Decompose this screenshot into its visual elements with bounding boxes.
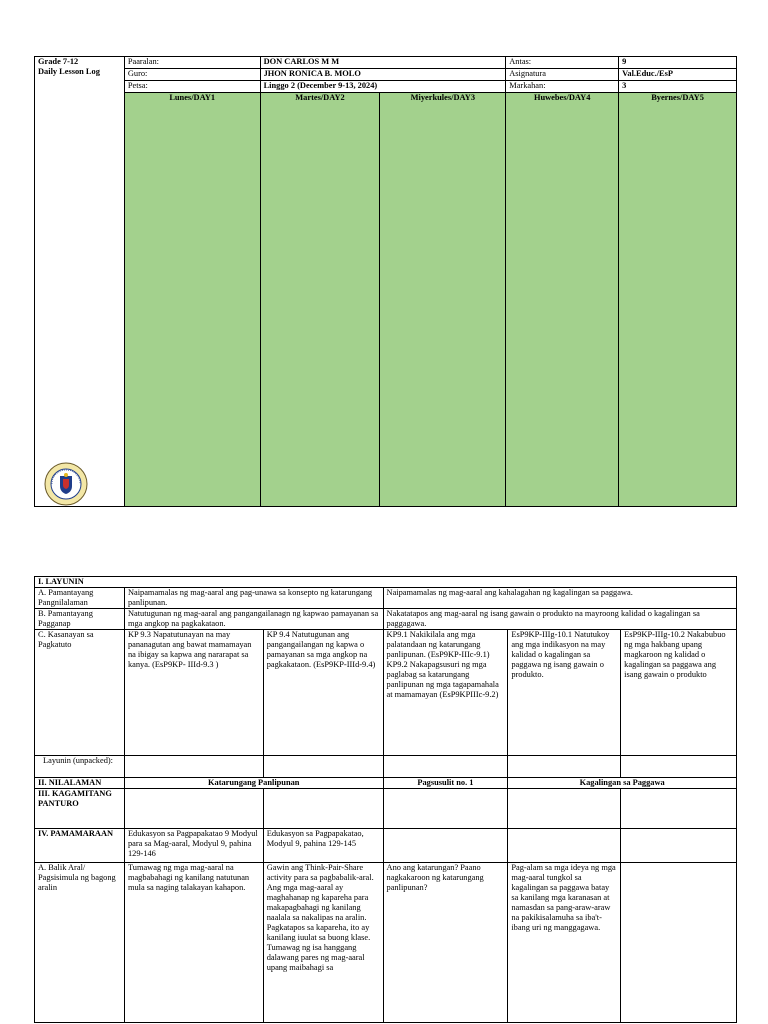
markahan-label: Markahan: (506, 81, 619, 93)
balik-aral-label: A. Balik Aral/ Pagsisimula ng bagong aralin (35, 863, 125, 1023)
kagamitang-day5 (621, 789, 737, 829)
petsa-value: Linggo 2 (December 9-13, 2024) (260, 81, 506, 93)
petsa-label: Petsa: (124, 81, 260, 93)
nilalaman-kagalingan: Kagalingan sa Paggawa (508, 778, 737, 789)
paaralan-label: Paaralan: (124, 57, 260, 69)
unpacked-day4 (508, 756, 621, 778)
kagamitang-day2 (263, 789, 383, 829)
unpacked-day3 (383, 756, 508, 778)
markahan-value: 3 (619, 81, 737, 93)
pamantayang-pagganap-left: Natutugunan ng mag-aaral ang pangangailanagn ng kapwao pamayanan sa mga angkop na pagkakataon. (124, 609, 383, 630)
unpacked-day5 (621, 756, 737, 778)
kasanayan-day3: KP9.1 Nakikilala ang mga palatandaan ng katarungang panlipunan. (EsP9KP-IIIc-9.1) KP9.2 Nakapagsusuri ng mga paglabag sa katarungang panlipunan ng mga tagapamahala at mamamayan (EsP9KPIIIc-9.2) (383, 630, 508, 756)
unpacked-day1 (124, 756, 263, 778)
header-table (34, 56, 737, 507)
kasanayan-day4: EsP9KP-IIIg-10.1 Natutukoy ang mga indikasyon na may kalidad o kagalingan sa paggawa ng isang gawain o produkto. (508, 630, 621, 756)
nilalaman-katarungang: Katarungang Panlipunan (124, 778, 383, 789)
paaralan-value: DON CARLOS M M (260, 57, 506, 69)
kasanayan-day5: EsP9KP-IIIg-10.2 Nakabubuo ng mga hakbang upang magkaroon ng kalidad o kagalingan sa paggawa ang isang gawain o produkto (621, 630, 737, 756)
pamamaraan-label: IV. PAMAMARAAN (35, 829, 125, 863)
pamantayang-pangnilalaman-right: Naipamamalas ng mag-aaral ang kahalagahan ng kagalingan sa paggawa. (383, 588, 736, 609)
kagamitang-day1 (124, 789, 263, 829)
kasanayan-day1: KP 9.3 Napatutunayan na may pananagutan ang bawat mamamayan na ibigay sa kapwa ang nararapat sa kanya. (EsP9KP- IIId-9.3 ) (124, 630, 263, 756)
pamantayang-pangnilalaman-label: A. Pamantayang Pangnilalaman (35, 588, 125, 609)
layunin-heading: I. LAYUNIN (35, 577, 737, 588)
balik-aral-day3: Ano ang katarungan? Paano nagkakaroon ng katarungang panlipunan? (383, 863, 508, 1023)
kasanayan-label: C. Kasanayan sa Pagkatuto (35, 630, 125, 756)
unpacked-day2 (263, 756, 383, 778)
title-column-spacer (35, 93, 125, 507)
guro-value: JHON RONICA B. MOLO (260, 69, 506, 81)
balik-aral-day1: Tumawag ng mga mag-aaral na magbabahagi ng kanilang natutunan mula sa naging talakayan kahapon. (124, 863, 263, 1023)
day-column-5: Byernes/DAY5 (619, 93, 737, 507)
asignatura-value: Val.Educ./EsP (619, 69, 737, 81)
pamantayang-pangnilalaman-left: Naipamamalas ng mag-aaral ang pag-unawa sa konsepto ng katarungang panlipunan. (124, 588, 383, 609)
dll-title: Grade 7-12 Daily Lesson Log (35, 57, 125, 93)
layunin-unpacked-label: Layunin (unpacked): (35, 756, 125, 778)
kagamitang-day4 (508, 789, 621, 829)
pamamaraan-day2: Edukasyon sa Pagpapakatao, Modyul 9, pahina 129-145 (263, 829, 383, 863)
balik-aral-day2: Gawin ang Think-Pair-Share activity para sa pagbabalik-aral. Ang mga mag-aaral ay maghahanap ng kapareha para makapagbahagi ng kanilang naalala sa nakalipas na aralin. Pagkatapos sa kapareha, ito ay kanilang iuulat sa buong klase. Tumawag ng isa hanggang dalawang pares ng mag-aaral upang maibahagi sa (263, 863, 383, 1023)
pamantayang-pagganap-right: Nakatatapos ang mag-aaral ng isang gawain o produkto na mayroong kalidad o kagalingan sa paggagawa. (383, 609, 736, 630)
lesson-plan-table (34, 576, 737, 1023)
kagamitang-day3 (383, 789, 508, 829)
kagamitang-label: III. KAGAMITANG PANTURO (35, 789, 125, 829)
day-column-1: Lunes/DAY1 (124, 93, 260, 507)
balik-aral-day5 (621, 863, 737, 1023)
nilalaman-pagsusulit: Pagsusulit no. 1 (383, 778, 508, 789)
guro-label: Guro: (124, 69, 260, 81)
nilalaman-label: II. NILALAMAN (35, 778, 125, 789)
antas-value: 9 (619, 57, 737, 69)
kasanayan-day2: KP 9.4 Natutugunan ang pangangailangan ng kapwa o pamayanan sa mga angkop na pagkakataon. (EsP9KP-IIId-9.4) (263, 630, 383, 756)
day-column-2: Martes/DAY2 (260, 93, 380, 507)
pamamaraan-day4 (508, 829, 621, 863)
antas-label: Antas: (506, 57, 619, 69)
pamamaraan-day1: Edukasyon sa Pagpapakatao 9 Modyul para sa Mag-aaral, Modyul 9, pahina 129-146 (124, 829, 263, 863)
pamamaraan-day3 (383, 829, 508, 863)
balik-aral-day4: Pag-alam sa mga ideya ng mga mag-aaral tungkol sa kagalingan sa paggawa batay sa kanilang mga karanasan at namasdan sa pang-araw-araw na pakikisalamuha sa iba't-ibang uri ng manggagawa. (508, 863, 621, 1023)
asignatura-label: Asignatura (506, 69, 619, 81)
pamantayang-pagganap-label: B. Pamantayang Pagganap (35, 609, 125, 630)
day-column-4: Huwebes/DAY4 (506, 93, 619, 507)
pamamaraan-day5 (621, 829, 737, 863)
deped-seal-logo (44, 462, 88, 506)
day-column-3: Miyerkules/DAY3 (380, 93, 506, 507)
